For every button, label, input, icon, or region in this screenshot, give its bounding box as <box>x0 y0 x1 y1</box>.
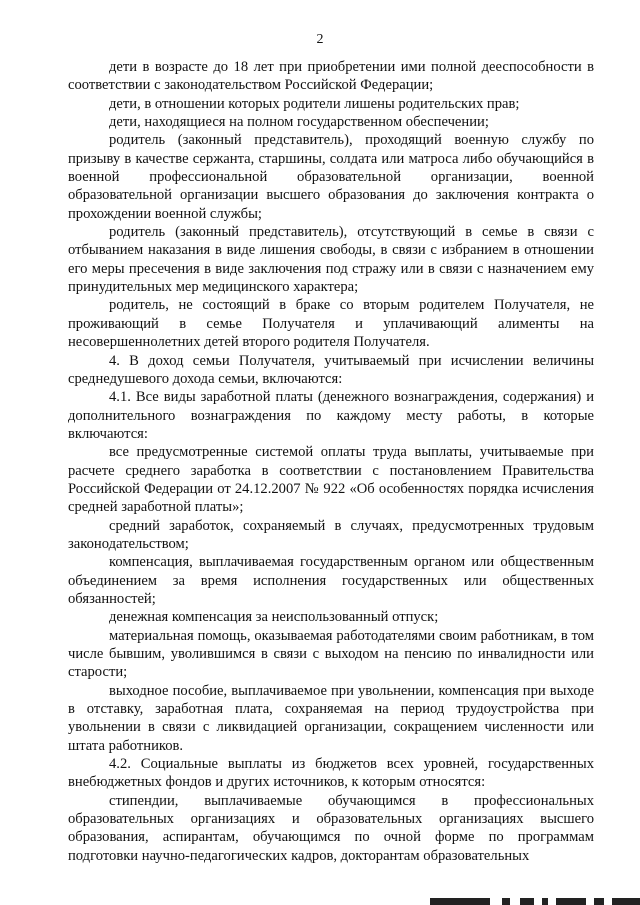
paragraph-2: дети, в отношении которых родители лишены родительских прав; <box>109 95 520 112</box>
paragraph-9: все предусмотренные системой оплаты труда выплаты, учитываемые при расчете среднего заработка в соответствии с постановлением Правительства Российской Федерации от 24.12.2007 № 922 «Об особенностях порядка исчисления средней заработной платы»; <box>68 444 594 516</box>
paragraph-13: материальная помощь, оказываемая работодателями своим работникам, в том числе бывшим, уволившимся в связи с выходом на пенсию по инвалидности или старости; <box>68 627 594 681</box>
paragraph-16: стипендии, выплачиваемые обучающимся в профессиональных образовательных организациях и образовательных организациях высшего образования, аспирантам, обучающимся по очной форме по программам подготовки научно-педагогических кадров, докторантам образовательных <box>68 792 594 864</box>
paragraph-4: родитель (законный представитель), проходящий военную службу по призыву в качестве сержанта, старшины, солдата или матроса либо обучающийся в военной профессиональной образовательной организации, военной образовательной организации высшего образования до заключения контракта о прохождении военной службы; <box>68 132 594 222</box>
paragraph-3: дети, находящиеся на полном государственном обеспечении; <box>109 114 489 131</box>
page-number: 2 <box>316 32 324 47</box>
paragraph-5: родитель (законный представитель), отсутствующий в семье в связи с отбыванием наказания в виде лишения свободы, в связи с избранием в отношении его меры пресечения в виде заключения под стражу или в связи с назначением ему принудительных мер медицинского характера; <box>68 224 594 296</box>
paragraph-15: 4.2. Социальные выплаты из бюджетов всех уровней, государственных внебюджетных фондов и других источников, к которым относятся: <box>68 756 594 791</box>
paragraph-7: 4. В доход семьи Получателя, учитываемый при исчислении величины среднедушевого дохода семьи, включаются: <box>68 352 594 387</box>
paragraph-12: денежная компенсация за неиспользованный отпуск; <box>109 609 439 626</box>
scan-edge-mark <box>430 895 640 905</box>
document-body <box>68 58 594 865</box>
paragraph-1: дети в возрасте до 18 лет при приобретении ими полной дееспособности в соответствии с законодательством Российской Федерации; <box>68 59 594 94</box>
paragraph-11: компенсация, выплачиваемая государственным органом или общественным объединением за время исполнения государственных или общественных обязанностей; <box>68 554 594 607</box>
paragraph-10: средний заработок, сохраняемый в случаях, предусмотренных трудовым законодательством; <box>68 517 594 552</box>
paragraph-14: выходное пособие, выплачиваемое при увольнении, компенсация при выходе в отставку, заработная плата, сохраняемая на период трудоустройства при увольнении в связи с ликвидацией организации, сокращением численности или штата работников. <box>68 682 594 754</box>
paragraph-8: 4.1. Все виды заработной платы (денежного вознаграждения, содержания) и дополнительного вознаграждения по каждому месту работы, в которые включаются: <box>68 389 594 442</box>
paragraph-6: родитель, не состоящий в браке со вторым родителем Получателя, не проживающий в семье Получателя и уплачивающий алименты на несовершеннолетних детей второго родителя Получателя. <box>68 297 594 351</box>
